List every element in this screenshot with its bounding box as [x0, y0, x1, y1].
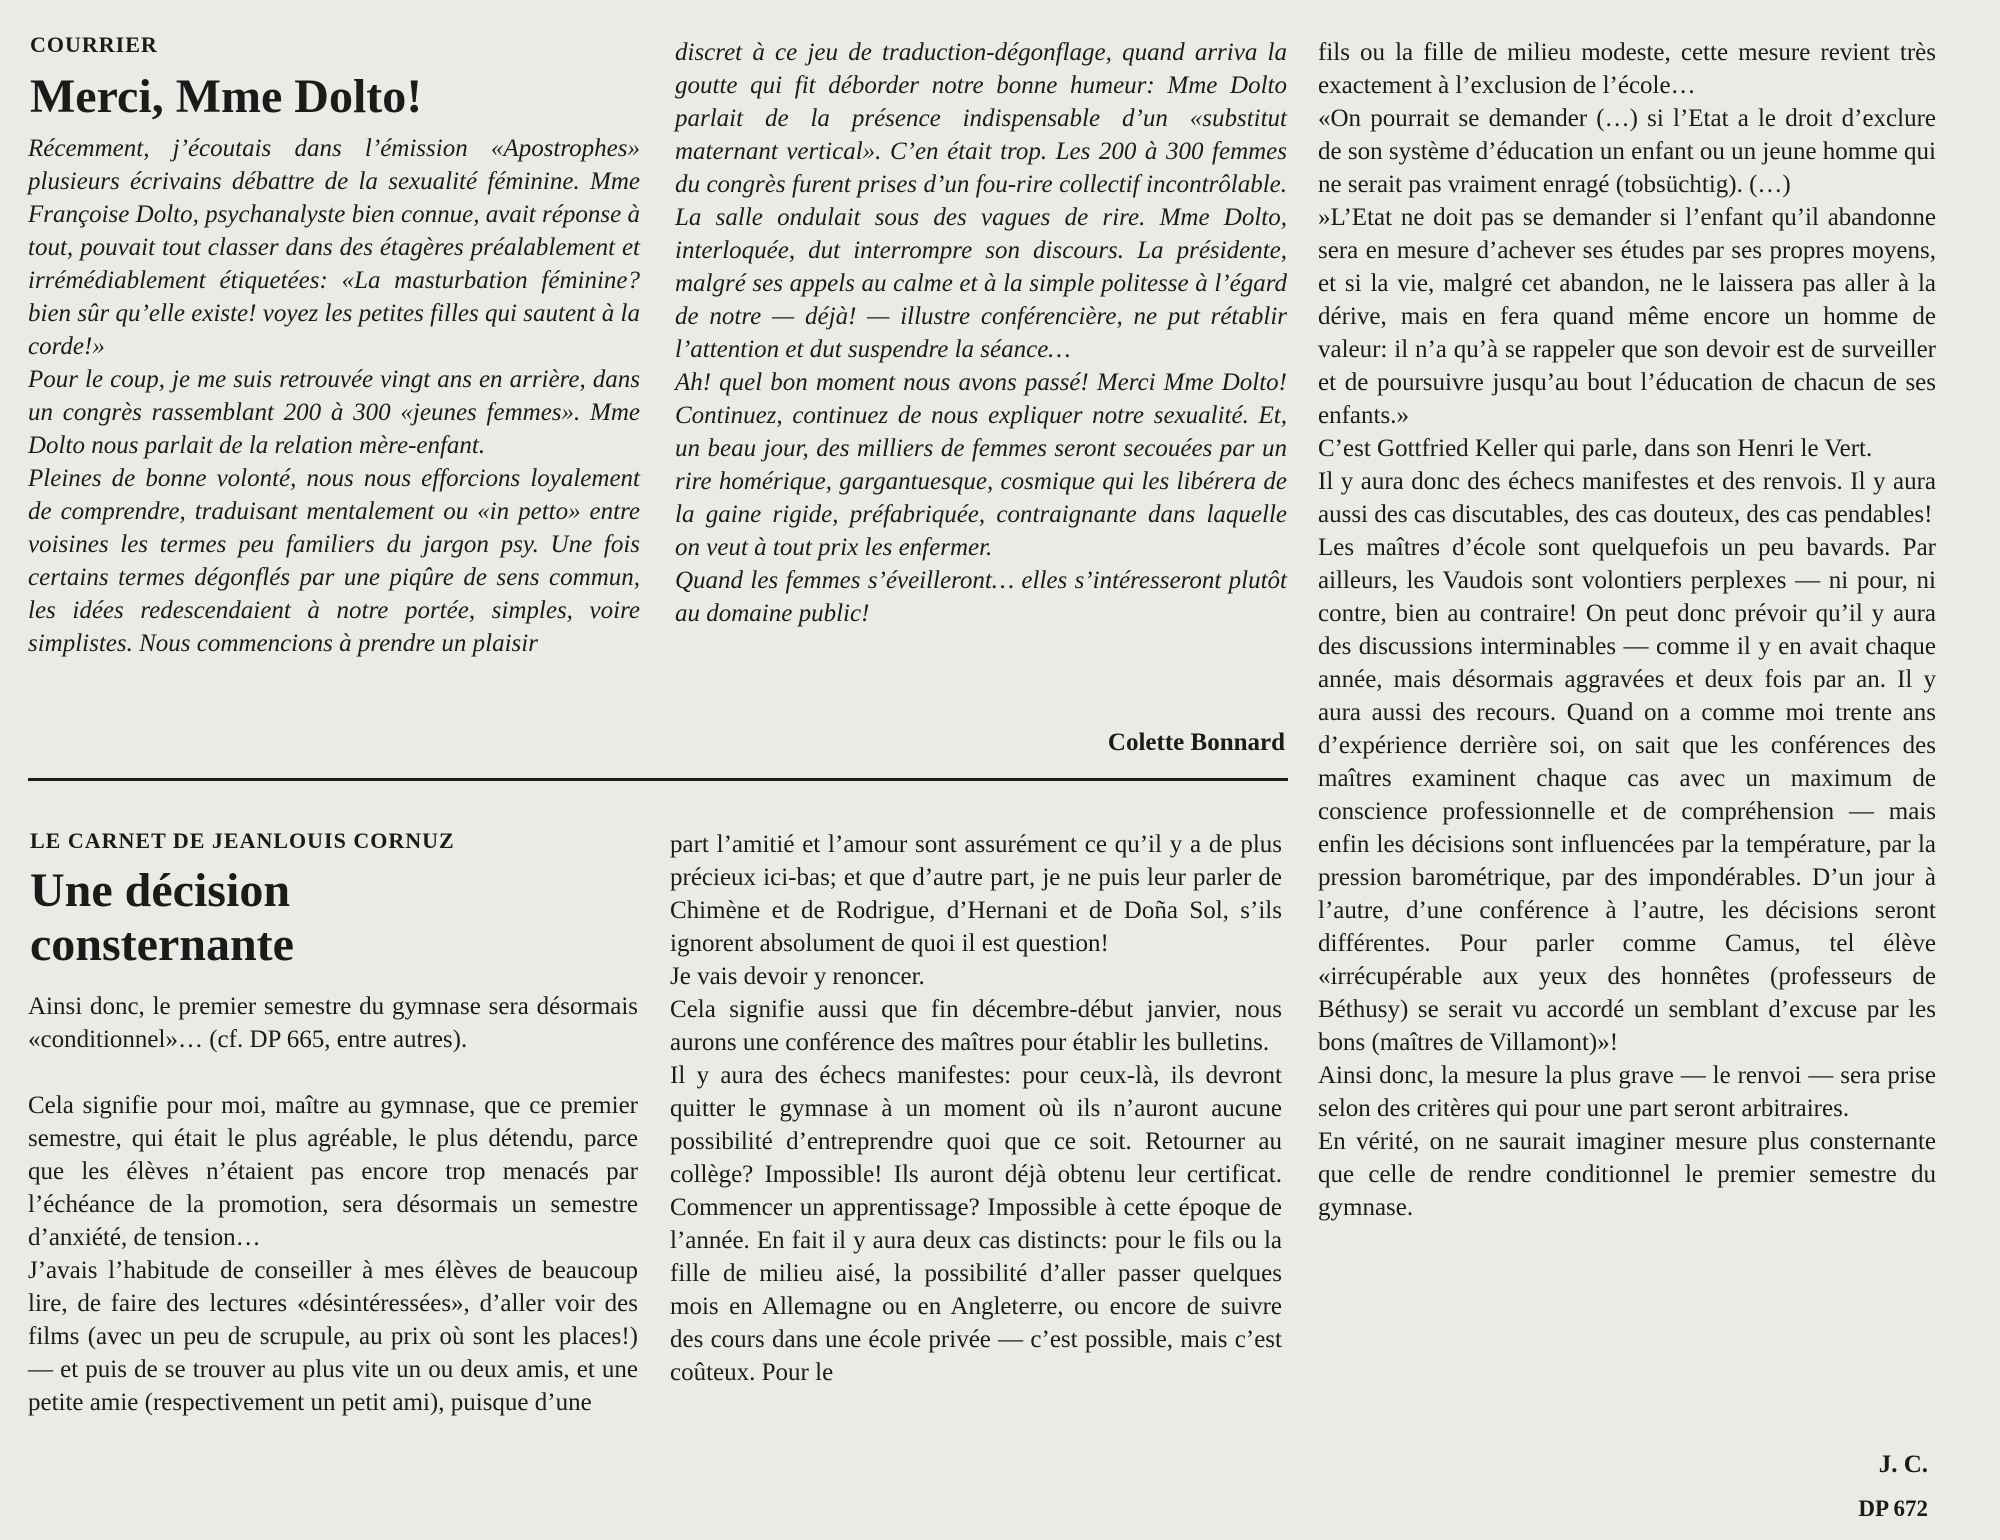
carnet-column-1	[28, 990, 638, 1419]
courrier-paragraph: Pour le coup, je me suis retrouvée vingt ans en arrière, dans un congrès rassemblant 200 à 300 «jeunes femmes». Mme Dolto nous parlait de la relation mère-enfant.	[28, 366, 640, 459]
carnet-paragraph: Cela signifie aussi que fin décembre-début janvier, nous aurons une conférence des maîtres pour établir les bulletins.	[670, 996, 1282, 1056]
courrier-signature: Colette Bonnard	[1107, 729, 1285, 756]
carnet-paragraph: J’avais l’habitude de conseiller à mes élèves de beaucoup lire, de faire des lectures «désintéressées», d’aller voir des films (avec un peu de scrupule, au prix où sont les places!) — et puis de se trouver au plus vite un ou deux amis, et une petite amie (respectivement un petit ami), puisque d’une	[28, 1257, 638, 1416]
carnet-signature: J. C.	[1878, 1451, 1928, 1478]
carnet-paragraph: Je vais devoir y renoncer.	[670, 963, 925, 990]
carnet-paragraph: Ainsi donc, la mesure la plus grave — le renvoi — sera prise selon des critères qui pour une part seront arbitraires.	[1318, 1062, 1936, 1122]
carnet-paragraph: Il y aura donc des échecs manifestes et des renvois. Il y aura aussi des cas discutables, des cas douteux, des cas pendables!	[1318, 468, 1936, 528]
carnet-headline-line-1: Une décision	[30, 864, 291, 917]
carnet-paragraph: Cela signifie pour moi, maître au gymnase, que ce premier semestre, qui était le plus agréable, le plus détendu, parce que les élèves n’étaient pas encore trop menacés par l’échéance de la promotion, sera désormais un semestre d’anxiété, de tension…	[28, 1092, 638, 1251]
courrier-paragraph: Pleines de bonne volonté, nous nous efforcions loyalement de comprendre, traduisant mentalement ou «in petto» entre voisines les termes peu familiers du jargon psy. Une fois certains termes dégonflés par une piqûre de sens commun, les idées redescendaient à notre portée, simples, voire simplistes. Nous commencions à prendre un plaisir	[28, 465, 640, 657]
courrier-headline: Merci, Mme Dolto!	[30, 70, 423, 123]
courrier-paragraph: discret à ce jeu de traduction-dégonflage, quand arriva la goutte qui fit déborder notre bonne humeur: Mme Dolto parlait de la présence indispensable d’un «substitut maternant vertical». C’en était trop. Les 200 à 300 femmes du congrès furent prises d’un fou-rire collectif incontrôlable. La salle ondulait sous des vagues de rire. Mme Dolto, interloquée, dut interrompre son discours. La présidente, malgré ses appels au calme et à la simple politesse à l’égard de notre — déjà! — illustre conférencière, ne put rétablir l’attention et dut suspendre la séance…	[675, 39, 1287, 363]
carnet-paragraph: «On pourrait se demander (…) si l’Etat a le droit d’exclure de son système d’éducation un enfant ou un jeune homme qui ne serait pas vraiment enragé (tobsüchtig). (…)	[1318, 105, 1936, 198]
carnet-paragraph: fils ou la fille de milieu modeste, cette mesure revient très exactement à l’exclusion de l’école…	[1318, 39, 1936, 99]
section-divider	[28, 778, 1288, 781]
courrier-kicker: COURRIER	[30, 32, 158, 57]
carnet-paragraph: »L’Etat ne doit pas se demander si l’enfant qu’il abandonne sera en mesure d’achever ses études par ses propres moyens, et si la vie, malgré cet abandon, ne le laissera pas aller à la dérive, mais en fera quand même encore un homme de valeur: il n’a qu’à se rappeler que son devoir est de surveiller et de poursuivre jusqu’au bout l’éducation de chacun de ses enfants.»	[1318, 204, 1936, 429]
carnet-column-2	[670, 828, 1282, 1389]
courrier-paragraph: Ah! quel bon moment nous avons passé! Merci Mme Dolto! Continuez, continuez de nous expliquer notre sexualité. Et, un beau jour, des milliers de femmes seront secouées par un rire homérique, gargantuesque, cosmique qui les libérera de la gaine rigide, préfabriquée, contraignante dans laquelle on veut à tout prix les enfermer.	[675, 369, 1287, 561]
courrier-paragraph: Récemment, j’écoutais dans l’émission «Apostrophes» plusieurs écrivains débattre de la sexualité féminine. Mme Françoise Dolto, psychanalyste bien connue, avait réponse à tout, pouvait tout classer dans des étagères préalablement et irrémédiablement étiquetées: «La masturbation féminine? bien sûr qu’elle existe! voyez les petites filles qui sautent à la corde!»	[28, 135, 640, 360]
carnet-paragraph: En vérité, on ne saurait imaginer mesure plus consternante que celle de rendre conditionnel le premier semestre du gymnase.	[1318, 1128, 1936, 1221]
carnet-kicker: LE CARNET DE JEANLOUIS CORNUZ	[30, 828, 455, 853]
carnet-paragraph: Les maîtres d’école sont quelquefois un peu bavards. Par ailleurs, les Vaudois sont volontiers perplexes — ni pour, ni contre, bien au contraire! On peut donc prévoir qu’il y aura des discussions interminables — comme il y en avait chaque année, mais désormais aggravées et deux fois par an. Il y aura aussi des recours. Quand on a comme moi trente ans d’expérience derrière soi, on sait que les conférences des maîtres examinent chaque cas avec un maximum de conscience professionnelle et de compréhension — mais enfin les décisions sont influencées par la température, par la pression barométrique, par des impondérables. D’un jour à l’autre, d’une conférence à l’autre, les décisions seront différentes. Pour parler comme Camus, tel élève «irrécupérable aux yeux des honnêtes (professeurs de Béthusy) se serait vu accordé un semblant d’excuse par les bons (maîtres de Villamont)»!	[1318, 534, 1936, 1056]
paragraph-spacer	[28, 1056, 638, 1089]
carnet-paragraph: Il y aura des échecs manifestes: pour ceux-là, ils devront quitter le gymnase à un moment où ils n’auront aucune possibilité d’entreprendre quoi que ce soit. Retourner au collège? Impossible! Ils auront déjà obtenu leur certificat. Commencer un apprentissage? Impossible à cette époque de l’année. En fait il y aura deux cas distincts: pour le fils ou la fille de milieu aisé, la possibilité d’aller passer quelques mois en Allemagne ou en Angleterre, ou encore de suivre des cours dans une école privée — c’est possible, mais c’est coûteux. Pour le	[670, 1062, 1282, 1386]
carnet-paragraph: part l’amitié et l’amour sont assurément ce qu’il y a de plus précieux ici-bas; et que d’autre part, je ne puis leur parler de Chimène et de Rodrigue, d’Hernani et de Doña Sol, s’ils ignorent absolument de quoi il est question!	[670, 831, 1282, 957]
page-reference: DP 672	[1858, 1496, 1928, 1521]
courrier-paragraph: Quand les femmes s’éveilleront… elles s’intéresseront plutôt au domaine public!	[675, 567, 1287, 627]
courrier-column-2	[675, 36, 1287, 630]
carnet-headline-line-2: consternante	[30, 918, 294, 971]
carnet-column-3	[1318, 36, 1936, 1224]
courrier-column-1	[28, 132, 640, 660]
carnet-paragraph: Ainsi donc, le premier semestre du gymnase sera désormais «conditionnel»… (cf. DP 665, entre autres).	[28, 993, 638, 1053]
carnet-paragraph: C’est Gottfried Keller qui parle, dans son Henri le Vert.	[1318, 435, 1873, 462]
